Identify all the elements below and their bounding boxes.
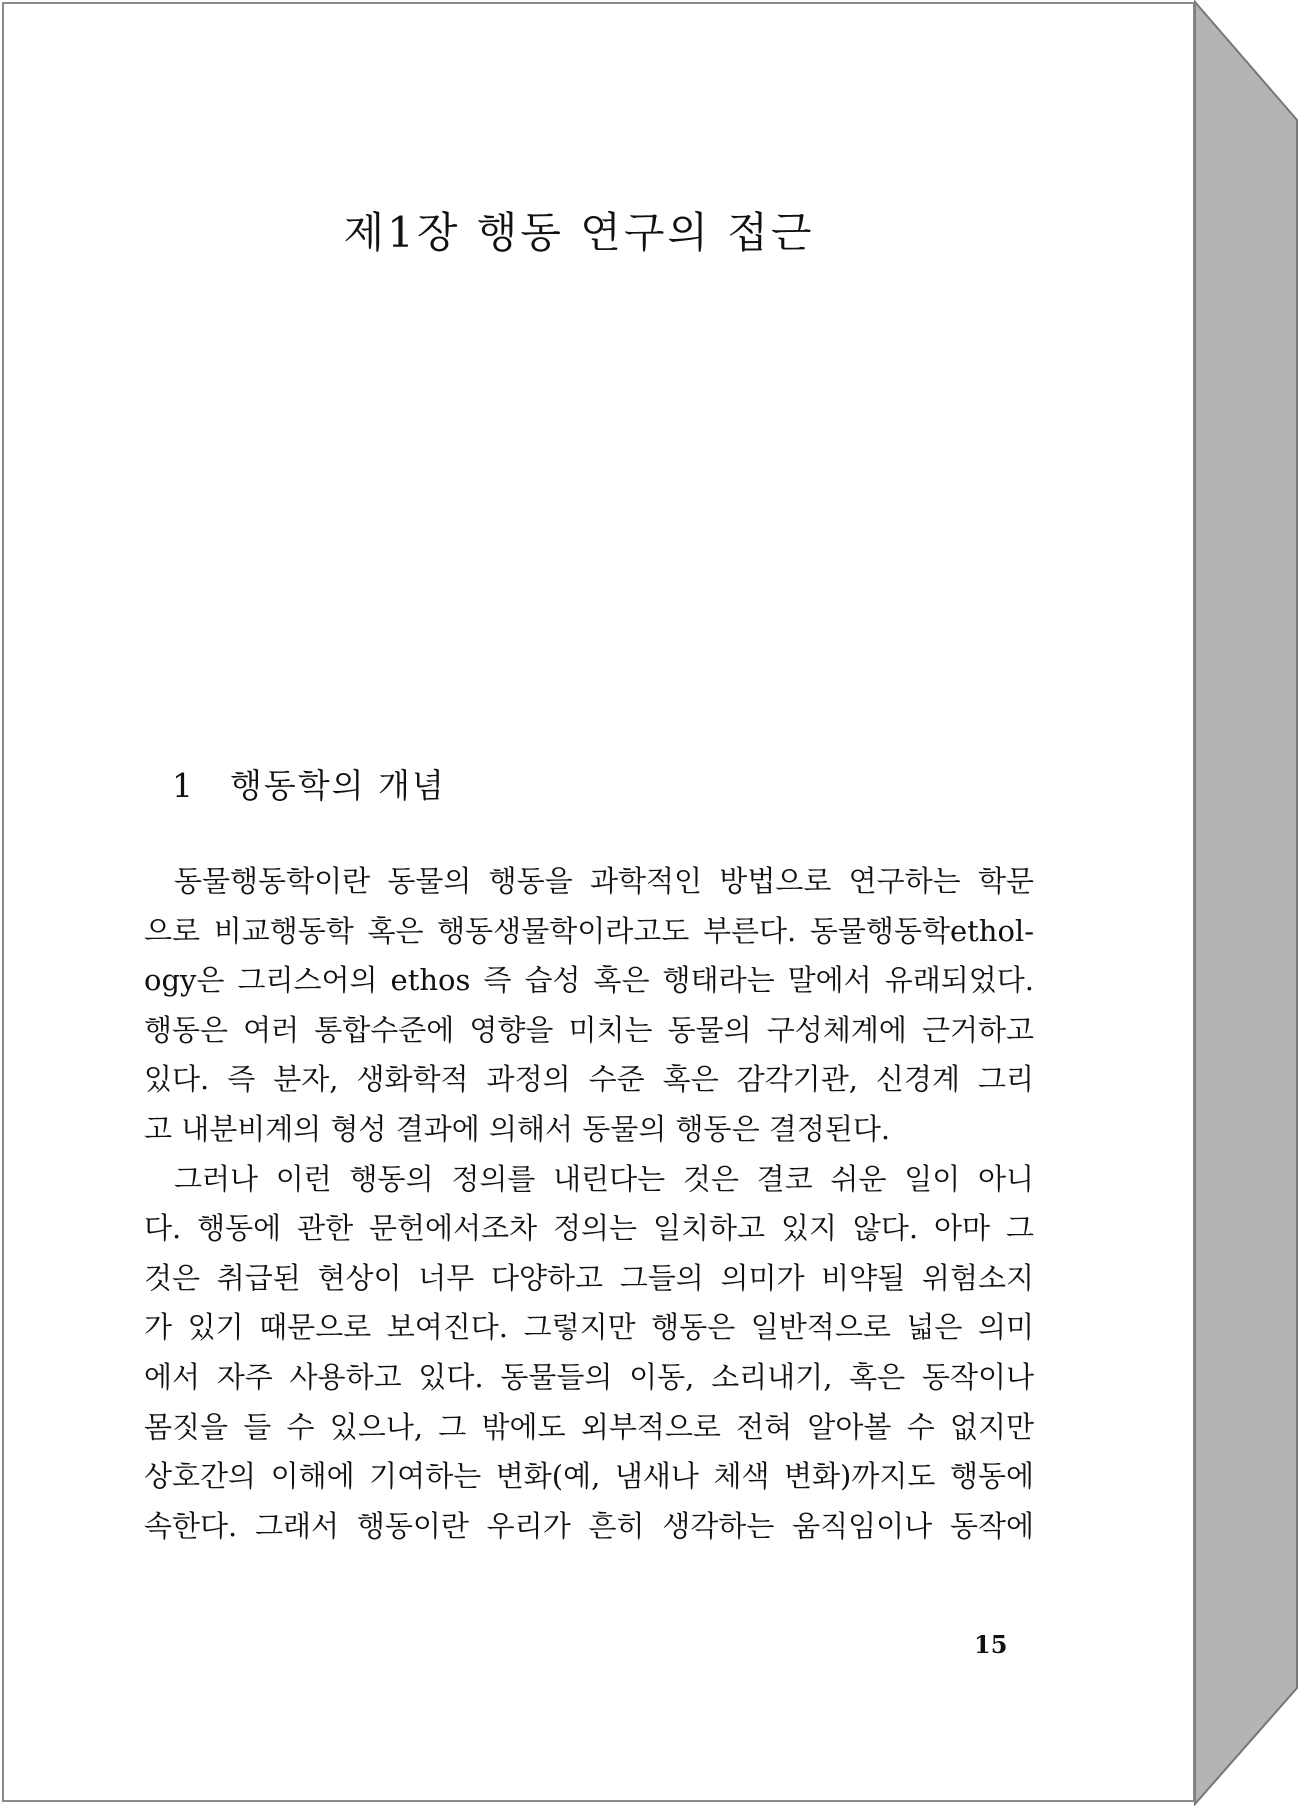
chapter-title: 제1장 행동 연구의 접근 (343, 208, 815, 257)
text-line: 동물행동학이란 동물의 행동을 과학적인 방법으로 연구하는 학문 (174, 864, 1034, 898)
section-number: 1 (172, 766, 195, 805)
page-number: 15 (974, 1630, 1008, 1659)
text-line: 속한다. 그래서 행동이란 우리가 흔히 생각하는 움직임이나 동작에 (144, 1508, 1034, 1543)
text-line: 상호간의 이해에 기여하는 변화(예, 냄새나 체색 변화)까지도 행동에 (144, 1459, 1034, 1494)
text-line: 고 내분비계의 형성 결과에 의해서 동물의 행동은 결정된다. (144, 1111, 891, 1146)
text-line: 으로 비교행동학 혹은 행동생물학이라고도 부른다. 동물행동학ethol- (144, 913, 1034, 948)
body-text (144, 857, 1034, 1551)
paragraph (144, 1155, 1034, 1552)
text-line: ogy은 그리스어의 ethos 즉 습성 혹은 행태라는 말에서 유래되었다. (144, 963, 1034, 998)
text-line: 에서 자주 사용하고 있다. 동물들의 이동, 소리내기, 혹은 동작이나 (144, 1359, 1034, 1394)
text-line: 그러나 이런 행동의 정의를 내린다는 것은 결코 쉬운 일이 아니 (174, 1161, 1034, 1196)
text-line: 다. 행동에 관한 문헌에서조차 정의는 일치하고 있지 않다. 아마 그 (144, 1211, 1034, 1246)
text-line: 있다. 즉 분자, 생화학적 과정의 수준 혹은 감각기관, 신경계 그리 (144, 1062, 1034, 1097)
text-line: 몸짓을 들 수 있으나, 그 밖에도 외부적으로 전혀 알아볼 수 없지만 (144, 1409, 1034, 1444)
book-page (2, 2, 1195, 1802)
section-title: 행동학의 개념 (230, 766, 446, 805)
text-line: 행동은 여러 통합수준에 영향을 미치는 동물의 구성체계에 근거하고 (144, 1012, 1034, 1047)
text-line: 가 있기 때문으로 보여진다. 그렇지만 행동은 일반적으로 넓은 의미 (144, 1310, 1034, 1345)
section-heading (172, 760, 446, 807)
paragraph (144, 857, 1034, 1155)
text-line: 것은 취급된 현상이 너무 다양하고 그들의 의미가 비약될 위험소지 (144, 1260, 1034, 1295)
